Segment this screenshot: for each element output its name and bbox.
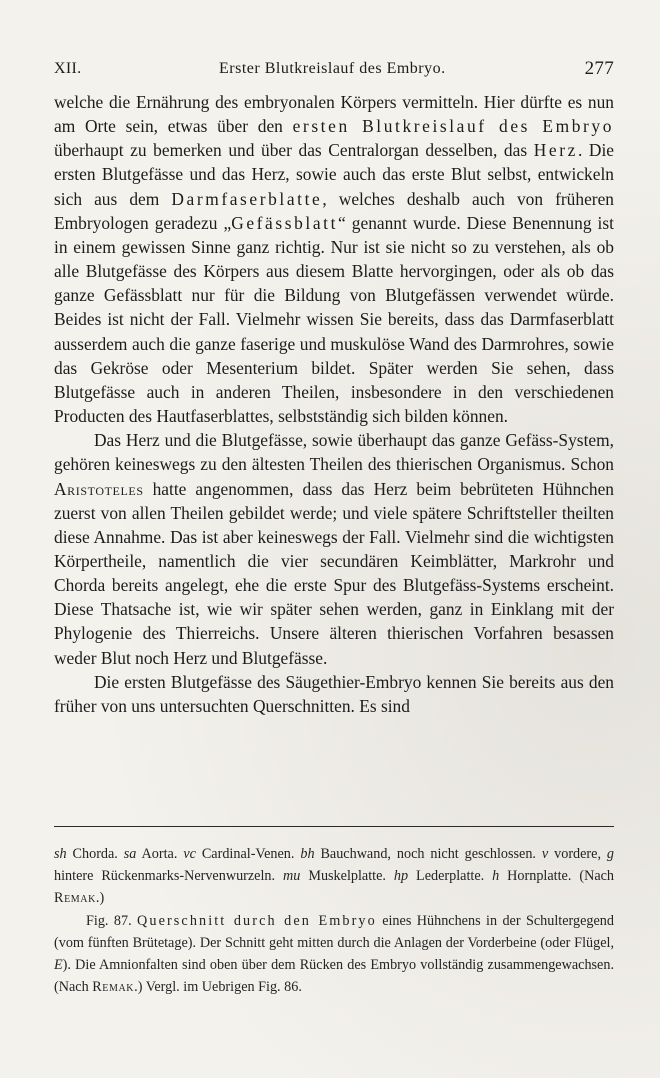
running-title: Erster Blutkreislauf des Embryo. xyxy=(219,60,446,77)
legend-text: hintere Rückenmarks-Nervenwurzeln. xyxy=(54,868,284,885)
legend-abbr: bh xyxy=(300,846,315,862)
author-name: Aristoteles xyxy=(54,478,144,499)
legend-abbr: h xyxy=(492,868,500,885)
legend-text: Muskelplatte. xyxy=(300,868,394,885)
author-name: Remak xyxy=(92,979,135,996)
paragraph-3 xyxy=(54,670,614,718)
legend-abbr: g xyxy=(606,846,615,862)
figure-letter: E xyxy=(54,957,63,974)
figure-caption xyxy=(54,843,614,998)
text-run: , welches deshalb auch von früheren Embryologen geradezu „ xyxy=(54,188,614,233)
text-run: “ genannt wurde. Diese Benennung ist in einem gewissen Sinne ganz richtig. Nur ist sie nicht so zu verstehen, als ob alle Blutgefässe des Körpers aus diesem Blatte hervorgingen, oder als ob das ganze Gefässblatt nur für die Bildung von Blutgefässen verwendet würde. Beides ist nicht der Fall. Vielmehr wissen Sie bereits, dass das Darmfaserblatt ausserdem auch die ganze faserige und muskulöse Wand des Darmrohres, sowie das Gekröse oder Mesenterium bildet. Später werden Sie sehen, dass Blutgefässe auch in anderen Theilen, insbesondere in den verschiedenen Producten des Hautfaserblattes, selbstständig sich bilden können. xyxy=(54,212,614,427)
emphasis-spaced: ersten Blutkreislauf des Embryo xyxy=(292,116,614,137)
main-text xyxy=(54,90,614,718)
text-run: . Die ersten Blutgefässe und das Herz, sowie auch das erste Blut selbst, entwickeln sich aus dem xyxy=(54,140,614,209)
figure-description xyxy=(54,910,614,999)
text-run: hatte angenommen, dass das Herz beim bebrüteten Hühnchen zuerst von allen Theilen gebildet werde; und viele spätere Schriftsteller theilten diese Annahme. Das ist aber keineswegs der Fall. Vielmehr sind die wichtigsten Körpertheile, namentlich die vier secundären Keimblätter, Markrohr und Chorda bereits angelegt, ehe die erste Spur des Blutgefäss-Systems erscheint. Diese Thatsache ist, wie wir später sehen werden, ganz in Einklang mit der Phylogenie des Thierreichs. Unsere älteren thierischen Vorfahren besassen weder Blut noch Herz und Blutgefässe. xyxy=(54,478,614,668)
paragraph-2 xyxy=(54,428,614,670)
chapter-number: XII. xyxy=(54,60,82,77)
figure-legend xyxy=(54,843,614,910)
footnote-divider xyxy=(54,826,614,827)
legend-text: Lederplatte. xyxy=(408,868,493,885)
legend-text: vordere, xyxy=(548,846,607,862)
text-run: überhaupt zu bemerken und über das Centralorgan desselben, das xyxy=(54,140,534,161)
figure-label: Fig. 87. xyxy=(86,912,132,929)
legend-abbr: v xyxy=(541,846,549,862)
legend-text: Chorda. xyxy=(66,846,124,862)
legend-text: .) xyxy=(95,890,105,907)
text-run: Das Herz und die Blutgefässe, sowie überhaupt das ganze Gefäss-System, gehören keineswegs zu den ältesten Theilen des thierischen Organismus. Schon xyxy=(54,430,614,475)
legend-abbr: mu xyxy=(283,868,301,885)
legend-abbr: hp xyxy=(393,868,409,885)
emphasis-spaced: Herz xyxy=(533,140,578,161)
page-number: 277 xyxy=(584,58,614,79)
text-run: Die ersten Blutgefässe des Säugethier-Embryo kennen Sie bereits aus den früher von uns untersuchten Querschnitten. Es sind xyxy=(54,671,614,716)
legend-text: Aorta. xyxy=(136,846,184,862)
figure-title-spaced: Querschnitt durch den Embryo xyxy=(137,912,377,929)
caption-text: eines Hühnchens in der Schultergegend (vom fünften Brütetage). Der Schnitt geht mitten durch die Anlagen der Vorderbeine (oder Flügel, xyxy=(54,912,614,951)
author-name: Remak xyxy=(54,890,96,907)
caption-text: ). Die Amnionfalten sind oben über dem Rücken des Embryo vollständig zusammengewachsen. (Nach xyxy=(54,957,614,996)
emphasis-spaced: Gefässblatt xyxy=(231,212,339,233)
legend-abbr: vc xyxy=(183,846,196,862)
emphasis-spaced: Darmfaserblatte xyxy=(171,188,323,209)
text-run: welche die Ernährung des embryonalen Körpers vermitteln. Hier dürfte es nun am Orte sein, etwas über den xyxy=(54,92,614,137)
legend-text: Bauchwand, noch nicht geschlossen. xyxy=(314,846,542,862)
legend-text: Cardinal-Venen. xyxy=(195,846,301,862)
legend-abbr: sa xyxy=(123,846,137,862)
paragraph-1 xyxy=(54,90,614,428)
running-header xyxy=(54,60,614,86)
legend-abbr: sh xyxy=(54,846,67,862)
caption-text: .) Vergl. im Uebrigen Fig. 86. xyxy=(134,979,302,996)
legend-text: Hornplatte. (Nach xyxy=(499,868,615,885)
